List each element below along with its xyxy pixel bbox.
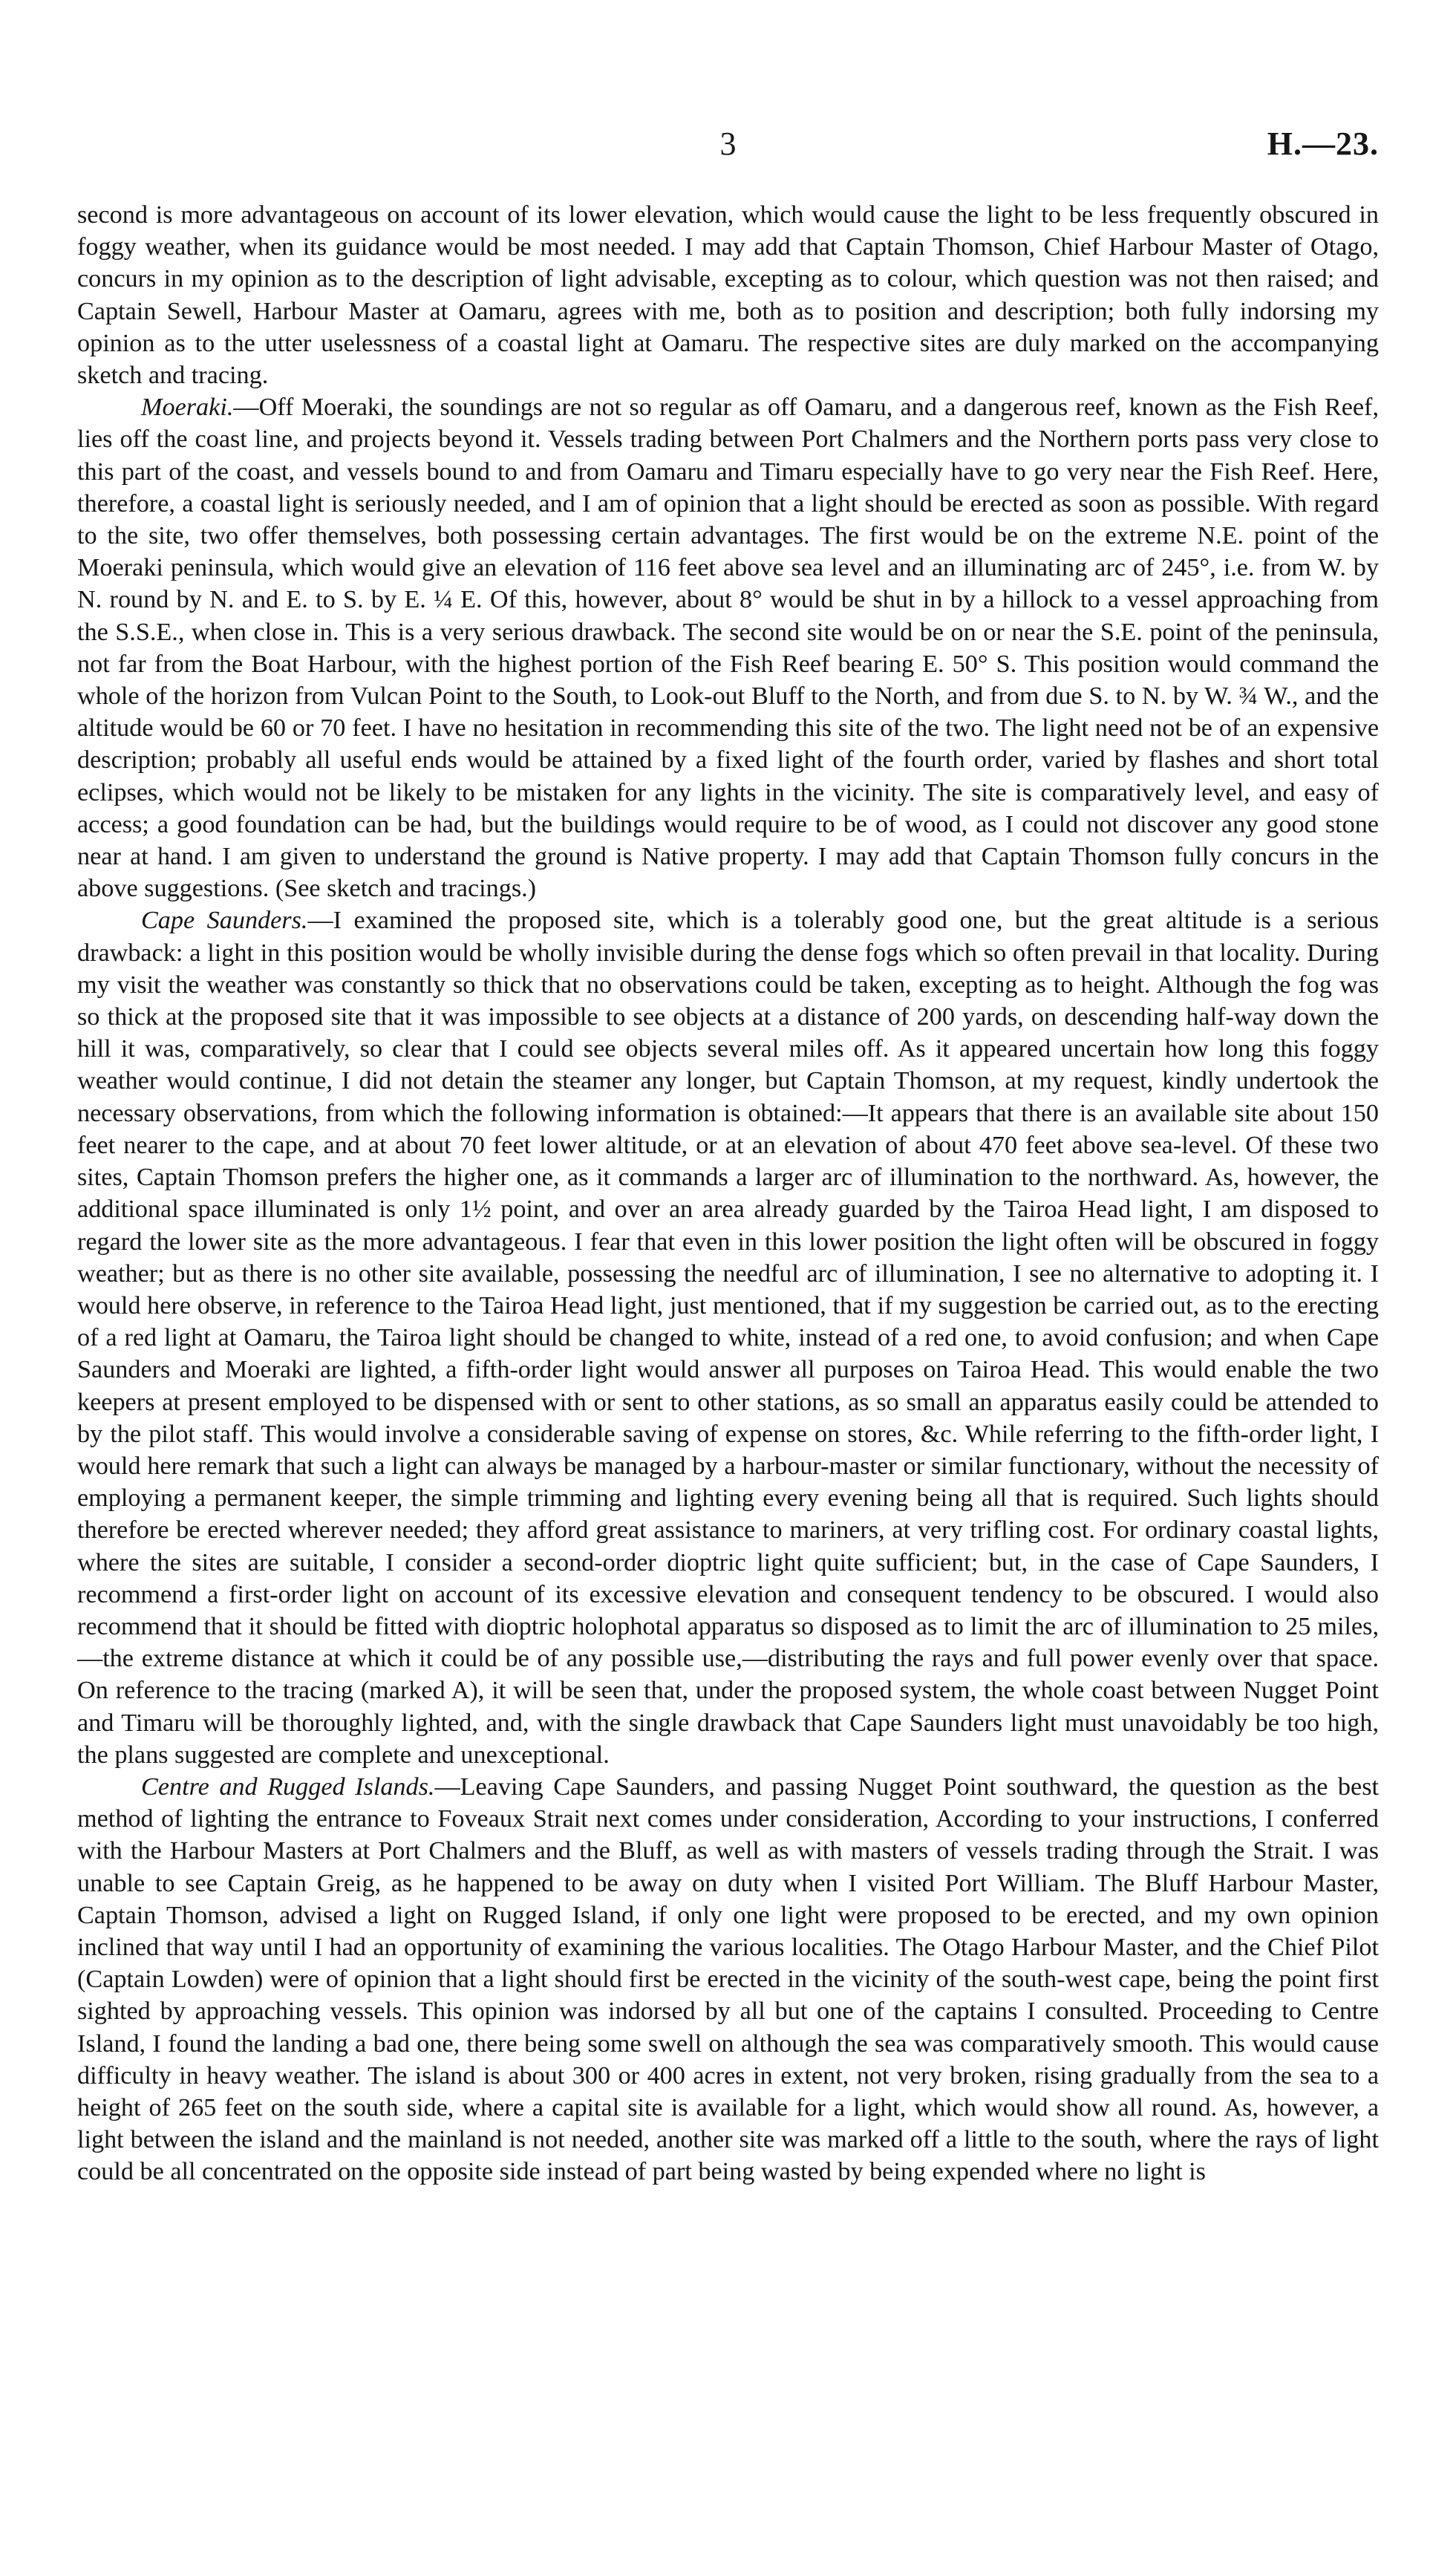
paragraph-moeraki <box>77 391 1379 904</box>
paragraph-continuation <box>77 199 1379 391</box>
section-heading-cape-saunders: Cape Saunders. <box>141 907 308 935</box>
document-body <box>77 199 1379 2188</box>
document-reference: H.—23. <box>1267 125 1379 162</box>
paragraph-text: —Leaving Cape Saunders, and passing Nugget Point southward, the question as the best method of lighting the entrance to Foveaux Strait next comes under consideration, According to your instructions, I conferred with the Harbour Masters at Port Chalmers and the Bluff, as well as with masters of vessels trading through the Strait. I was unable to see Captain Greig, as he happened to be away on duty when I visited Port William. The Bluff Harbour Master, Captain Thomson, advised a light on Rugged Island, if only one light were proposed to be erected, and my own opinion inclined that way until I had an opportunity of examining the various localities. The Otago Harbour Master, and the Chief Pilot (Captain Lowden) were of opinion that a light should first be erected in the vicinity of the south-west cape, being the point first sighted by approaching vessels. This opinion was indorsed by all but one of the captains I consulted. Proceeding to Centre Island, I found the landing a bad one, there being some swell on although the sea was comparatively smooth. This would cause difficulty in heavy weather. The island is about 300 or 400 acres in extent, not very broken, rising gradually from the sea to a height of 265 feet on the south side, where a capital site is available for a light, which would show all round. As, however, a light between the island and the mainland is not needed, another site was marked off a little to the south, where the rays of light could be all concentrated on the opposite side instead of part being wasted by being expended where no light is <box>77 1772 1379 2186</box>
paragraph-text: second is more advantageous on account of its lower elevation, which would cause the light to be less frequently obscured in foggy weather, when its guidance would be most needed. I may add that Captain Thomson, Chief Harbour Master of Otago, concurs in my opinion as to the description of light advisable, excepting as to colour, which question was not then raised; and Captain Sewell, Harbour Master at Oamaru, agrees with me, both as to position and description; both fully indorsing my opinion as to the utter uselessness of a coastal light at Oamaru. The respective sites are duly marked on the accompanying sketch and tracing. <box>77 201 1379 390</box>
paragraph-text: —I examined the proposed site, which is a tolerably good one, but the great altitude is a serious drawback: a light in this position would be wholly invisible during the dense fogs which so often prevail in that locality. During my visit the weather was constantly so thick that no observations could be taken, excepting as to height. Although the fog was so thick at the proposed site that it was impossible to see objects at a distance of 200 yards, on descending half-way down the hill it was, comparatively, so clear that I could see objects several miles off. As it appeared uncertain how long this foggy weather would continue, I did not detain the steamer any longer, but Captain Thomson, at my request, kindly undertook the necessary observations, from which the following information is obtained:—It appears that there is an available site about 150 feet nearer to the cape, and at about 70 feet lower altitude, or at an elevation of about 470 feet above sea-level. Of these two sites, Captain Thomson prefers the higher one, as it commands a larger arc of illumination to the northward. As, however, the additional space illuminated is only 1½ point, and over an area already guarded by the Tairoa Head light, I am disposed to regard the lower site as the more advantageous. I fear that even in this lower position the light often will be obscured in foggy weather; but as there is no other site available, possessing the needful arc of illumination, I see no alternative to adopting it. I would here observe, in reference to the Tairoa Head light, just mentioned, that if my suggestion be carried out, as to the erecting of a red light at Oamaru, the Tairoa light should be changed to white, instead of a red one, to avoid confusion; and when Cape Saunders and Moeraki are lighted, a fifth-order light would answer all purposes on Tairoa Head. This would enable the two keepers at present employed to be dispensed with or sent to other stations, as so small an apparatus easily could be attended to by the pilot staff. This would involve a considerable saving of expense on stores, &c. While referring to the fifth-order light, I would here remark that such a light can always be managed by a harbour-master or similar functionary, without the necessity of employing a permanent keeper, the simple trimming and lighting every evening being all that is required. Such lights should therefore be erected wherever needed; they afford great assistance to mariners, at very trifling cost. For ordinary coastal lights, where the sites are suitable, I consider a second-order dioptric light quite sufficient; but, in the case of Cape Saunders, I recommend a first-order light on account of its excessive elevation and consequent tendency to be obscured. I would also recommend that it should be fitted with dioptric holophotal apparatus so disposed as to limit the arc of illumination to 25 miles,—the extreme distance at which it could be of any possible use,—distributing the rays and full power evenly over that space. On reference to the tracing (marked A), it will be seen that, under the proposed system, the whole coast between Nugget Point and Timaru will be thoroughly lighted, and, with the single drawback that Cape Saunders light must unavoidably be too high, the plans suggested are complete and unexceptional. <box>77 907 1379 1769</box>
page-number: 3 <box>719 125 737 162</box>
paragraph-text: —Off Moeraki, the soundings are not so regular as off Oamaru, and a dangerous reef, known as the Fish Reef, lies off the coast line, and projects beyond it. Vessels trading between Port Chalmers and the Northern ports pass very close to this part of the coast, and vessels bound to and from Oamaru and Timaru especially have to go very near the Fish Reef. Here, therefore, a coastal light is seriously needed, and I am of opinion that a light should be erected as soon as possible. With regard to the site, two offer themselves, both possessing certain advantages. The first would be on the extreme N.E. point of the Moeraki peninsula, which would give an elevation of 116 feet above sea level and an illuminating arc of 245°, i.e. from W. by N. round by N. and E. to S. by E. ¼ E. Of this, however, about 8° would be shut in by a hillock to a vessel approaching from the S.S.E., when close in. This is a very serious drawback. The second site would be on or near the S.E. point of the peninsula, not far from the Boat Harbour, with the highest portion of the Fish Reef bearing E. 50° S. This position would command the whole of the horizon from Vulcan Point to the South, to Look-out Bluff to the North, and from due S. to N. by W. ¾ W., and the altitude would be 60 or 70 feet. I have no hesitation in recommending this site of the two. The light need not be of an expensive description; probably all useful ends would be attained by a fixed light of the fourth order, varied by flashes and short total eclipses, which would not be likely to be mistaken for any lights in the vicinity. The site is comparatively level, and easy of access; a good foundation can be had, but the buildings would require to be of wood, as I could not discover any good stone near at hand. I am given to understand the ground is Native property. I may add that Captain Thomson fully concurs in the above suggestions. (See sketch and tracings.) <box>77 394 1379 903</box>
page-header <box>77 125 1379 169</box>
paragraph-cape-saunders <box>77 904 1379 1770</box>
paragraph-centre-rugged-islands <box>77 1771 1379 2188</box>
section-heading-moeraki: Moeraki. <box>141 394 234 422</box>
section-heading-centre-rugged-islands: Centre and Rugged Islands. <box>141 1772 435 1801</box>
